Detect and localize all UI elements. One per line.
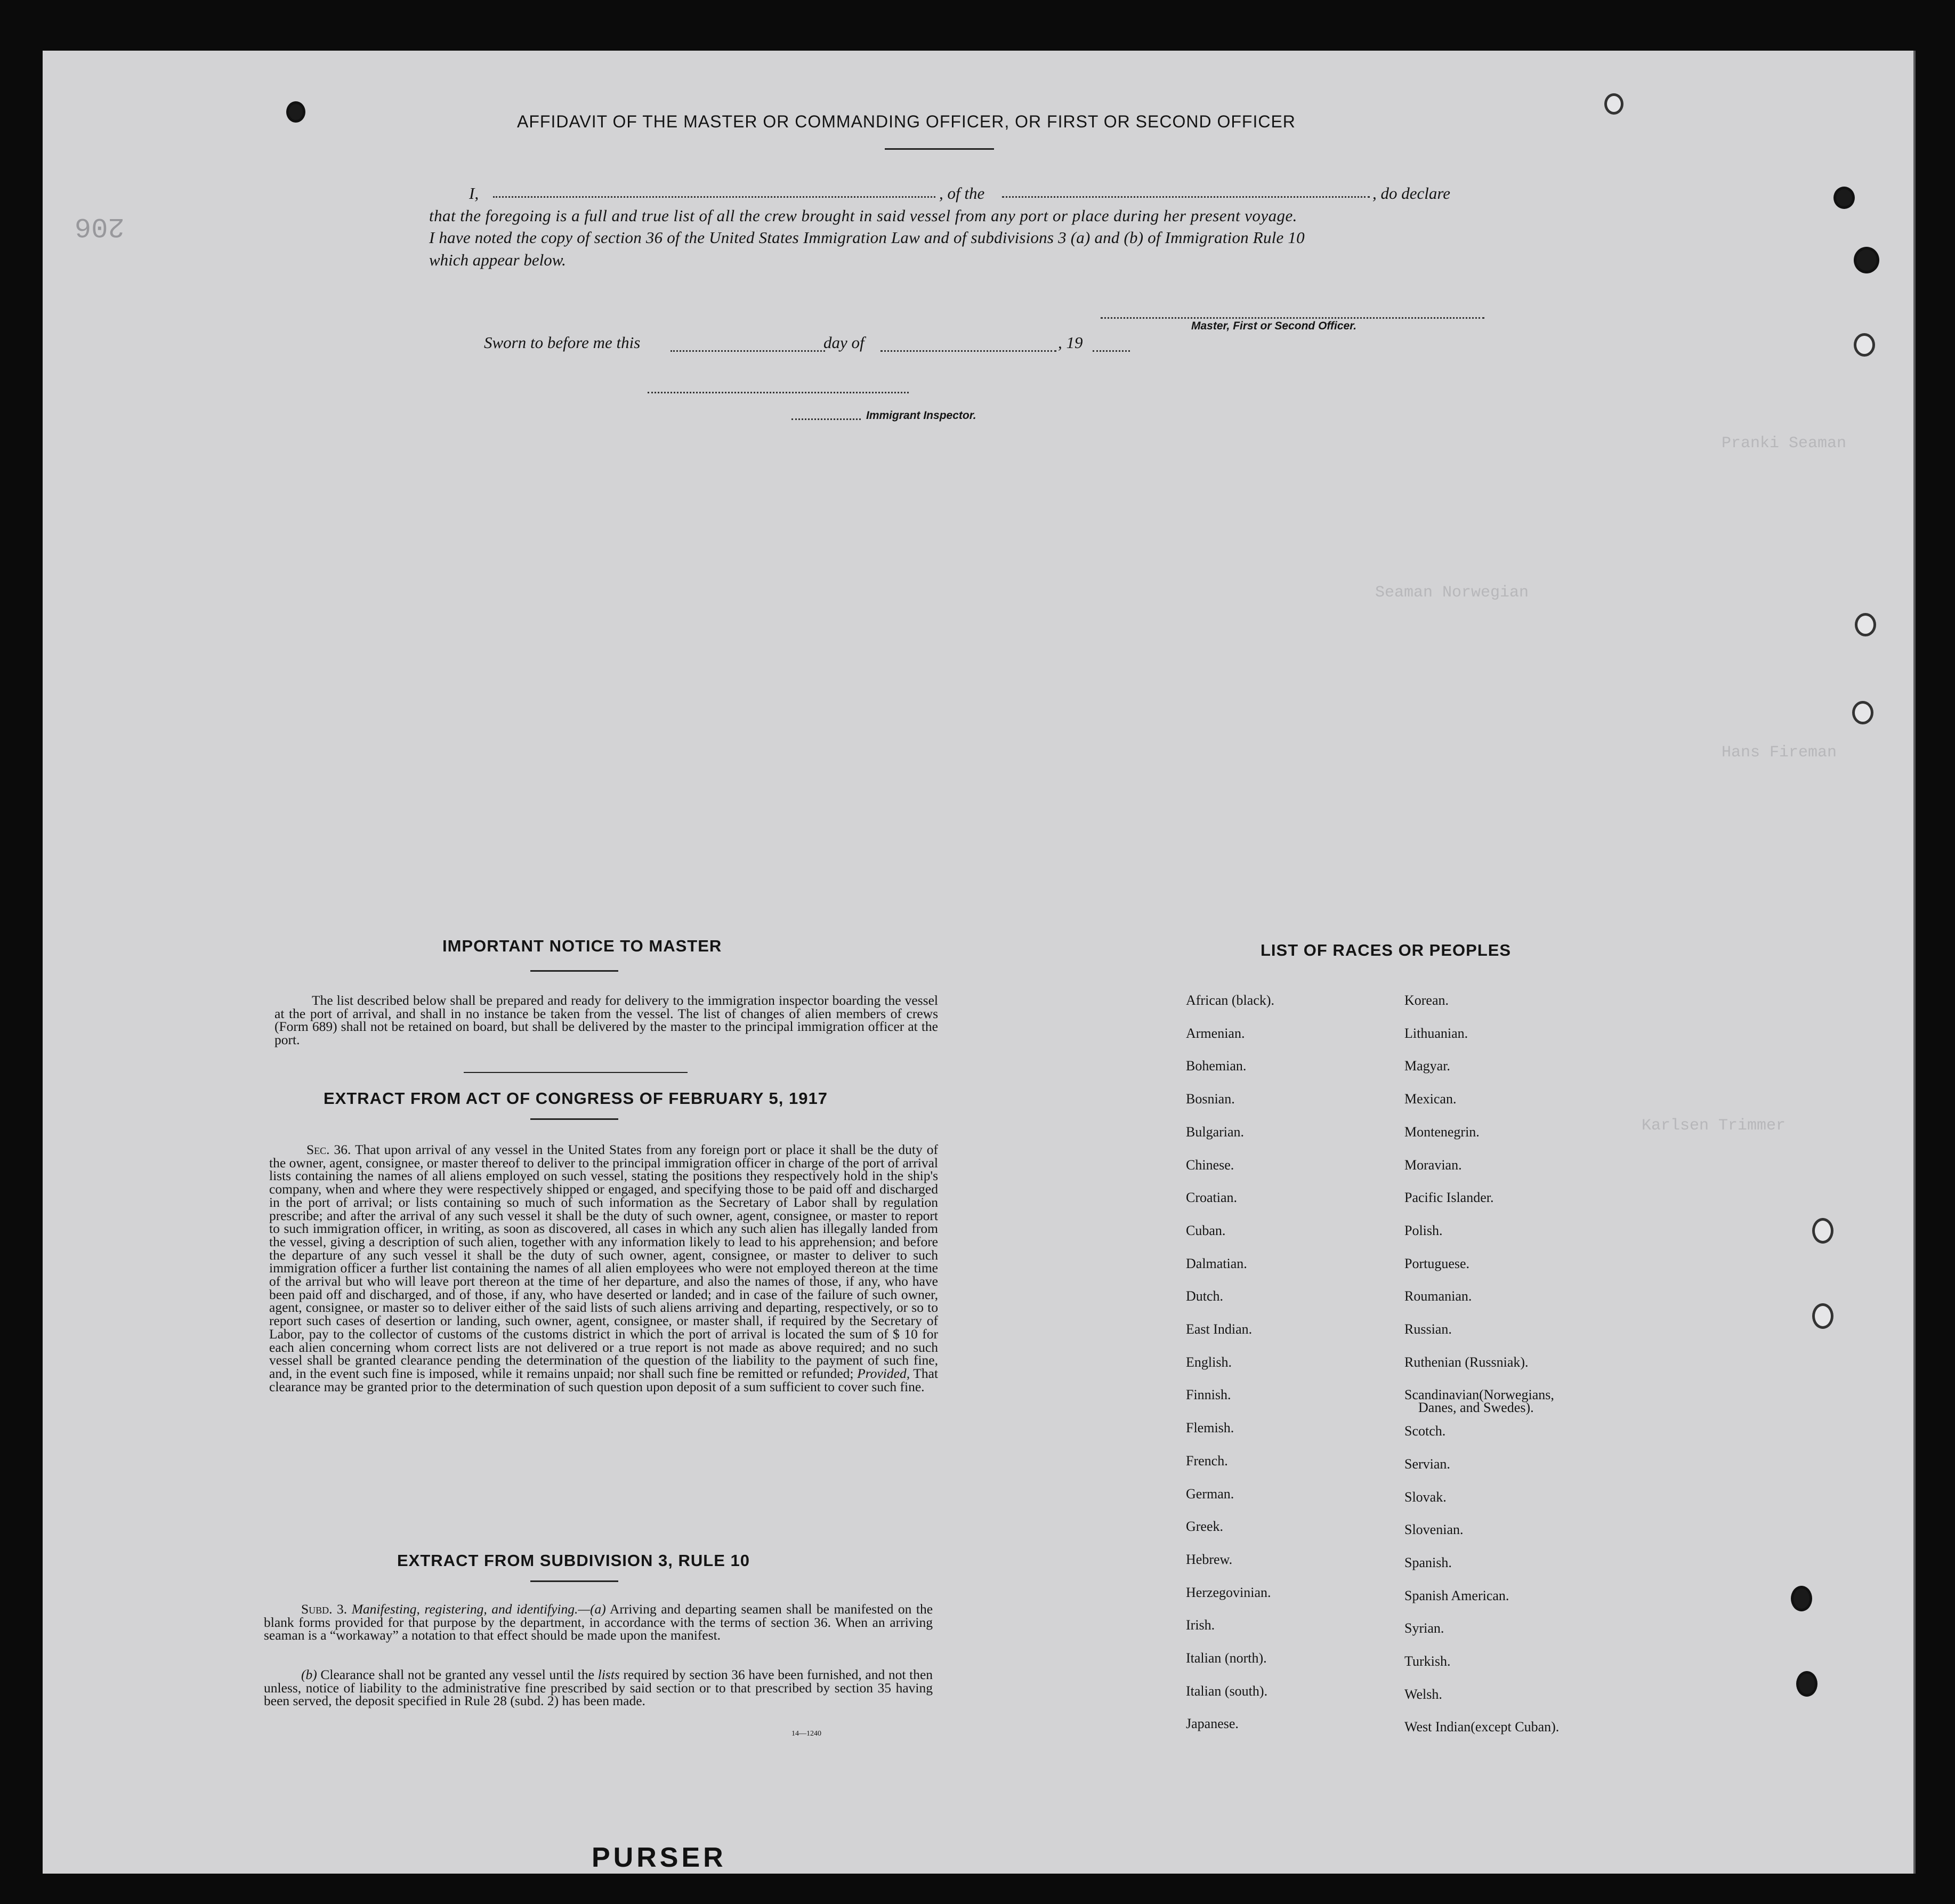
act-extract-text [269,1143,938,1393]
race-item: Russian. [1404,1321,1452,1337]
race-item: Flemish. [1186,1420,1234,1435]
race-item: Slovenian. [1404,1522,1464,1537]
bleed-through-text: Hans Fireman [1722,744,1837,762]
race-item: Armenian. [1186,1026,1245,1041]
sworn-year-blank [1093,350,1130,352]
notice-title: IMPORTANT NOTICE TO MASTER [442,937,722,955]
sworn-month-blank [880,350,1056,352]
vessel-blank [1002,196,1370,198]
race-item: Greek. [1186,1519,1224,1534]
inspector-signature-line [791,418,861,420]
punch-hole [1812,1218,1833,1244]
act-body-end: That clearance may be granted prior to the determination of such question upon deposit of a sum sufficient to cover such fine. [269,1365,939,1394]
race-item: Servian. [1404,1456,1450,1472]
rule-extract-title: EXTRACT FROM SUBDIVISION 3, RULE 10 [397,1551,750,1570]
subd-b-text: Clearance shall not be granted any vessel until the [320,1667,595,1682]
punch-hole [1791,1586,1812,1611]
inspector-signature-line [648,392,909,393]
race-item: Irish. [1186,1617,1215,1633]
affidavit-body-line: which appear below. [429,251,566,269]
rule-subd-a [264,1603,933,1642]
race-item: Moravian. [1404,1157,1462,1173]
rule-subd-b [264,1668,933,1708]
race-item: Finnish. [1186,1387,1231,1402]
race-item: West Indian(except Cuban). [1404,1719,1560,1734]
race-item: Roumanian. [1404,1288,1472,1304]
race-item: Korean. [1404,993,1449,1008]
races-title: LIST OF RACES OR PEOPLES [1261,941,1512,959]
master-signature-label: Master, First or Second Officer. [1191,320,1357,332]
race-item: German. [1186,1486,1234,1502]
race-item: Mexican. [1404,1091,1457,1107]
bleed-through-text: Pranki Seaman [1722,434,1847,453]
sworn-year: , 19 [1058,333,1083,352]
race-item: Turkish. [1404,1653,1451,1669]
act-body: That upon arrival of any vessel in the United States from any foreign port or place it shall be the duty of the owner, agent, consignee, or master thereof to deliver to the principal immigration officer in charge of the port of arrival lists containing the names of all aliens employed on such vessel, stating the positions they respectively hold in the ship's company, when and where they were respectively shipped or engaged, and specifying those to be paid off and discharged in the port of arrival; or lists containing so much of such information as the Secretary of Labor shall by regulation prescribe; and after the arrival of any such vessel it shall be the duty of such owner, agent, consignee, or master to report to such immigration officer, in writing, as soon as discovered, all cases in which any such alien has illegally landed from the vessel, giving a description of such alien, together with any information likely to lead to his apprehension; and before the departure of any such vessel it shall be the duty of such owner, agent, consignee, or master to deliver to such immigration officer a further list containing the names of all alien employees who were not employed thereon at the time of the arrival but who will leave port thereon at the time of her departure, and also the names of those, if any, who have been paid off and discharged, and of those, if any, who have deserted or landed; and in case of the failure of such owner, agent, consignee, or master so to deliver either of the said lists of such aliens arriving and departing, respectively, or so to report such cases of desertion or landing, such owner, agent, consignee, or master shall, if required by the Secretary of Labor, pay to the collector of customs of the customs district in which the port of arrival is located the sum of $ 10 for each alien concerning whom correct lists are not delivered or a true report is not made as above required; and no such vessel shall be granted clearance pending the determination of the question of the liability to the payment of such fine, and, in the event such fine is imposed, while it remains unpaid; nor shall such fine be remitted or refunded; [269,1142,938,1381]
race-item: Italian (south). [1186,1683,1268,1699]
race-item: Japanese. [1186,1716,1239,1731]
race-item: Scotch. [1404,1423,1446,1439]
race-item: Montenegrin. [1404,1124,1480,1140]
notice-text: The list described below shall be prepared and ready for delivery to the immigration inspector boarding the vessel at the port of arrival, and shall in no instance be taken from the vessel. The list of changes of alien members of crews (Form 689) shall not be retained on board, but shall be delivered by the master to the principal immigration officer at the port. [274,993,938,1048]
punch-hole [1855,613,1876,636]
race-item: Slovak. [1404,1489,1447,1505]
race-item: Ruthenian (Russniak). [1404,1354,1529,1370]
sworn-day-of: day of [823,333,865,352]
punch-hole [1833,187,1855,209]
race-item: Bosnian. [1186,1091,1235,1107]
master-signature-line [1101,317,1484,319]
affidavit-body-line: that the foregoing is a full and true list of all the crew brought in said vessel from any port or place during her present voyage. [429,206,1297,225]
affidavit-title: AFFIDAVIT OF THE MASTER OR COMMANDING OFFICER, OR FIRST OR SECOND OFFICER [517,112,1296,131]
punch-hole [1852,701,1873,724]
lists-word: lists [597,1667,620,1682]
name-blank [493,196,935,198]
punch-hole [1854,247,1879,273]
race-item: Dalmatian. [1186,1256,1247,1271]
race-item: Magyar. [1404,1058,1450,1074]
punch-hole [1796,1671,1817,1697]
section-divider [464,1072,688,1073]
race-item: Dutch. [1186,1288,1224,1304]
race-item: Polish. [1404,1223,1443,1238]
punch-hole [1854,333,1875,357]
race-item: Portuguese. [1404,1256,1470,1271]
race-item: Chinese. [1186,1157,1234,1173]
subd-label: Subd. 3. [301,1601,348,1617]
race-item: Cuban. [1186,1223,1226,1238]
race-item: Lithuanian. [1404,1026,1468,1041]
sec-label: Sec. 36. [306,1142,351,1157]
affidavit-do-declare: , do declare [1372,184,1451,203]
race-item: Bohemian. [1186,1058,1247,1074]
race-item: Scandinavian(Norwegians, Danes, and Swedes). [1404,1387,1554,1415]
race-item: Welsh. [1404,1687,1442,1702]
notice-underline [530,970,618,972]
punch-hole [286,101,305,123]
title-underline [885,148,994,150]
race-item: Bulgarian. [1186,1124,1245,1140]
race-item: Italian (north). [1186,1650,1267,1666]
race-item: Hebrew. [1186,1552,1233,1567]
subd-heading: Manifesting, registering, and identifying.—(a) [351,1601,606,1617]
affidavit-of-the: , of the [939,184,985,203]
subd-b-label: (b) [301,1667,317,1682]
act-extract-underline [530,1118,618,1120]
form-number: 14—1240 [791,1730,821,1738]
affidavit-body-line: I have noted the copy of section 36 of the United States Immigration Law and of subdivisions 3 (a) and (b) of Immigration Rule 10 [429,228,1305,247]
punch-hole [1604,93,1623,115]
affidavit-line-i: I, [469,184,479,203]
inspector-label: Immigrant Inspector. [866,409,976,422]
race-item: Pacific Islander. [1404,1190,1494,1205]
race-item: English. [1186,1354,1232,1370]
rule-extract-underline [530,1580,618,1582]
subd-b-text: required by section 36 have been furnished, and not then unless, notice of liability to the administrative fine prescribed by said section or to that prescribed by section 35 having been served, the deposit specified in Rule 28 (subd. 2) has been made. [264,1667,933,1709]
race-item: French. [1186,1453,1228,1469]
bleed-through-text: Karlsen Trimmer [1642,1117,1786,1135]
document-page [43,51,1916,1874]
race-item: Spanish. [1404,1555,1452,1570]
sworn-day-blank [670,350,825,352]
bottom-cutoff-text: PURSER [592,1842,726,1873]
margin-number: 206 [75,211,125,242]
race-item: African (black). [1186,993,1275,1008]
sworn-prefix: Sworn to before me this [484,333,641,352]
punch-hole [1812,1303,1833,1329]
race-item: Spanish American. [1404,1588,1509,1603]
subd-a-text: Arriving and departing seamen shall be manifested on the blank forms provided for that purpose by the department, in accordance with the terms of section 36. When an arriving seaman is a “workaway” a notation to that effect should be made upon the manifest. [264,1601,933,1643]
race-item: Herzegovinian. [1186,1585,1271,1600]
bleed-through-text: Seaman Norwegian [1375,584,1529,602]
provided-word: Provided, [857,1365,910,1381]
race-item: Croatian. [1186,1190,1238,1205]
race-item: East Indian. [1186,1321,1253,1337]
race-item: Syrian. [1404,1620,1444,1636]
act-extract-title: EXTRACT FROM ACT OF CONGRESS OF FEBRUARY 5, 1917 [324,1089,828,1108]
